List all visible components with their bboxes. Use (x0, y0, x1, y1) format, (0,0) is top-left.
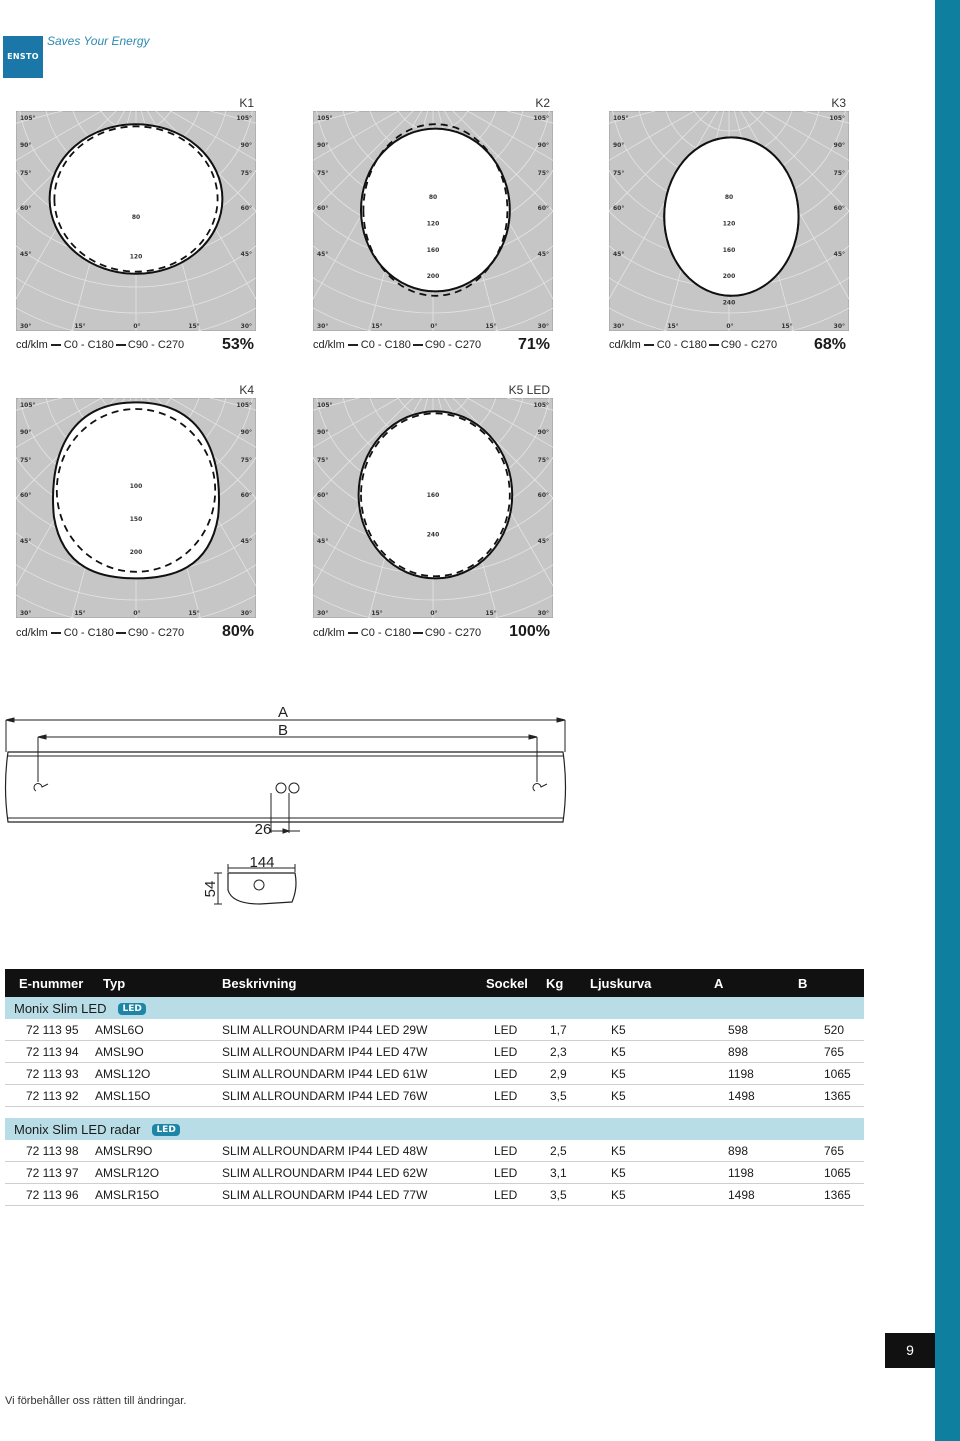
table-cell: 72 113 98 (5, 1140, 89, 1162)
polar-diagram (16, 111, 256, 331)
product-table (5, 969, 864, 1206)
angle-label: 90° (20, 429, 32, 436)
group-header-row (5, 1118, 864, 1140)
angle-label: 30° (613, 323, 625, 330)
angle-label: 105° (829, 115, 845, 122)
table-cell: 1365 (784, 1085, 864, 1107)
diagram-legend (313, 627, 481, 639)
dim-b-label: B (277, 722, 289, 739)
group-gap (5, 1107, 864, 1119)
legend-c90: C90 - C270 (424, 339, 482, 351)
intensity-tick: 120 (426, 220, 440, 228)
curve-c0-c180 (361, 129, 510, 292)
table-cell: LED (472, 1140, 532, 1162)
col-typ: Typ (89, 969, 205, 997)
angle-label: 75° (20, 457, 32, 464)
table-cell: LED (472, 1162, 532, 1184)
table-cell: K5 (576, 1085, 700, 1107)
legend-unit: cd/klm (16, 627, 48, 639)
angle-label: 45° (317, 251, 329, 258)
table-cell: SLIM ALLROUNDARM IP44 LED 47W (205, 1041, 472, 1063)
legend-unit: cd/klm (313, 339, 345, 351)
angle-label: 105° (20, 115, 36, 122)
angle-label: 15° (371, 610, 383, 617)
angle-label: 45° (317, 538, 329, 545)
angle-label: 60° (20, 492, 32, 499)
polar-diagram (609, 111, 849, 331)
dashed-line-icon (413, 632, 423, 634)
legend-c90: C90 - C270 (127, 339, 185, 351)
table-cell: AMSLR9O (89, 1140, 205, 1162)
group-title: Monix Slim LED radar (14, 1121, 141, 1137)
table-cell: K5 (576, 1019, 700, 1041)
legend-c0: C0 - C180 (656, 339, 707, 351)
angle-label: 0° (430, 610, 438, 617)
table-row (5, 1041, 864, 1063)
efficiency-value: 68% (813, 336, 846, 353)
angle-label: 45° (613, 251, 625, 258)
angle-label: 105° (613, 115, 629, 122)
table-cell: AMSL9O (89, 1041, 205, 1063)
intensity-tick: 160 (426, 492, 440, 499)
table-cell: SLIM ALLROUNDARM IP44 LED 61W (205, 1063, 472, 1085)
legend-c0: C0 - C180 (360, 627, 411, 639)
legend-c90: C90 - C270 (127, 627, 185, 639)
angle-label: 45° (240, 251, 252, 258)
efficiency-value: 53% (221, 336, 254, 353)
table-cell: 1065 (784, 1063, 864, 1085)
angle-label: 15° (188, 610, 200, 617)
angle-label: 45° (537, 251, 549, 258)
angle-label: 45° (240, 538, 252, 545)
intensity-tick: 240 (722, 299, 736, 307)
dashed-line-icon (709, 344, 719, 346)
intensity-tick: 240 (426, 531, 440, 539)
angle-label: 105° (20, 402, 36, 409)
legend-c0: C0 - C180 (63, 339, 114, 351)
table-cell: 3,5 (532, 1184, 576, 1206)
group-gap-cell (5, 1107, 864, 1119)
legend-c90: C90 - C270 (720, 339, 778, 351)
dashed-line-icon (116, 632, 126, 634)
angle-label: 60° (240, 492, 252, 499)
angle-label: 90° (240, 142, 252, 149)
angle-label: 60° (240, 205, 252, 212)
table-cell: 72 113 97 (5, 1162, 89, 1184)
group-title-cell (5, 1118, 864, 1140)
disclaimer: Vi förbehåller oss rätten till ändringar. (5, 1395, 187, 1407)
diagram-title: K4 (239, 383, 254, 397)
angle-label: 15° (74, 610, 86, 617)
angle-label: 30° (537, 323, 549, 330)
angle-label: 45° (20, 251, 32, 258)
angle-label: 90° (833, 142, 845, 149)
angle-label: 105° (236, 402, 252, 409)
table-cell: AMSL15O (89, 1085, 205, 1107)
table-row (5, 1184, 864, 1206)
angle-label: 0° (133, 610, 141, 617)
intensity-tick: 120 (722, 220, 736, 228)
angle-label: 90° (613, 142, 625, 149)
table-cell: K5 (576, 1041, 700, 1063)
col-sockel: Sockel (472, 969, 532, 997)
table-cell: 2,9 (532, 1063, 576, 1085)
dim-26-label: 26 (254, 821, 272, 838)
table-cell: 598 (700, 1019, 784, 1041)
diagram-legend (313, 339, 481, 351)
angle-label: 105° (533, 402, 549, 409)
intensity-tick: 200 (129, 549, 143, 557)
angle-label: 0° (430, 323, 438, 330)
angle-label: 75° (317, 170, 329, 177)
tagline: Saves Your Energy (47, 34, 150, 48)
angle-label: 0° (133, 323, 141, 330)
table-cell: 1498 (700, 1085, 784, 1107)
angle-label: 30° (317, 323, 329, 330)
angle-label: 60° (317, 205, 329, 212)
intensity-tick: 120 (129, 253, 143, 261)
angle-label: 15° (485, 323, 497, 330)
solid-line-icon (51, 344, 61, 346)
dim-144-label: 144 (249, 854, 275, 871)
dimension-drawing (0, 690, 600, 920)
angle-label: 75° (240, 457, 252, 464)
table-cell: K5 (576, 1063, 700, 1085)
table-cell: SLIM ALLROUNDARM IP44 LED 76W (205, 1085, 472, 1107)
intensity-tick: 200 (426, 273, 440, 281)
table-cell: 1065 (784, 1162, 864, 1184)
solid-line-icon (644, 344, 654, 346)
table-cell: 898 (700, 1140, 784, 1162)
table-cell: LED (472, 1041, 532, 1063)
table-cell: 72 113 96 (5, 1184, 89, 1206)
table-cell: K5 (576, 1162, 700, 1184)
intensity-tick: 80 (724, 194, 734, 201)
angle-label: 30° (240, 323, 252, 330)
table-cell: 765 (784, 1140, 864, 1162)
polar-diagram (16, 398, 256, 618)
legend-unit: cd/klm (16, 339, 48, 351)
angle-label: 60° (317, 492, 329, 499)
table-header-row (5, 969, 864, 997)
led-badge-icon: LED (118, 1003, 145, 1015)
angle-label: 75° (833, 170, 845, 177)
angle-label: 60° (537, 492, 549, 499)
angle-label: 30° (20, 323, 32, 330)
table-cell: SLIM ALLROUNDARM IP44 LED 29W (205, 1019, 472, 1041)
angle-label: 15° (485, 610, 497, 617)
angle-label: 90° (317, 429, 329, 436)
angle-label: 90° (20, 142, 32, 149)
table-cell: 1365 (784, 1184, 864, 1206)
dashed-line-icon (116, 344, 126, 346)
table-cell: 765 (784, 1041, 864, 1063)
table-cell: 1498 (700, 1184, 784, 1206)
col-b: B (784, 969, 864, 997)
table-cell: 1,7 (532, 1019, 576, 1041)
table-cell: 72 113 95 (5, 1019, 89, 1041)
table-cell: 2,3 (532, 1041, 576, 1063)
angle-label: 75° (537, 457, 549, 464)
angle-label: 105° (236, 115, 252, 122)
intensity-tick: 150 (129, 516, 143, 524)
angle-label: 15° (74, 323, 86, 330)
angle-label: 60° (613, 205, 625, 212)
legend-unit: cd/klm (609, 339, 641, 351)
angle-label: 105° (533, 115, 549, 122)
table-row (5, 1085, 864, 1107)
group-header-row (5, 997, 864, 1019)
table-cell: 3,5 (532, 1085, 576, 1107)
angle-label: 60° (20, 205, 32, 212)
col-e-nummer: E-nummer (5, 969, 89, 997)
intensity-tick: 80 (131, 213, 141, 221)
angle-label: 105° (317, 115, 333, 122)
col-ljuskurva: Ljuskurva (576, 969, 700, 997)
diagram-legend (16, 339, 184, 351)
angle-label: 30° (317, 610, 329, 617)
table-row (5, 1162, 864, 1184)
angle-label: 75° (613, 170, 625, 177)
led-badge-icon: LED (152, 1124, 179, 1136)
efficiency-value: 80% (221, 623, 254, 640)
logo-text: ENSTO (7, 52, 39, 61)
diagram-title: K5 LED (508, 383, 550, 397)
col-kg: Kg (532, 969, 576, 997)
table-cell: 72 113 92 (5, 1085, 89, 1107)
table-cell: AMSLR12O (89, 1162, 205, 1184)
table-cell: 3,1 (532, 1162, 576, 1184)
table-cell: 520 (784, 1019, 864, 1041)
angle-label: 15° (188, 323, 200, 330)
angle-label: 60° (833, 205, 845, 212)
angle-label: 15° (667, 323, 679, 330)
table-cell: LED (472, 1063, 532, 1085)
polar-diagram (313, 111, 553, 331)
intensity-tick: 160 (426, 246, 440, 254)
diagram-title: K1 (239, 96, 254, 110)
table-cell: 898 (700, 1041, 784, 1063)
solid-line-icon (348, 632, 358, 634)
angle-label: 105° (317, 402, 333, 409)
solid-line-icon (348, 344, 358, 346)
angle-label: 90° (240, 429, 252, 436)
table-cell: 1198 (700, 1162, 784, 1184)
legend-c90: C90 - C270 (424, 627, 482, 639)
curve-c0-c180 (50, 124, 223, 274)
group-title-cell (5, 997, 864, 1019)
col-beskrivning: Beskrivning (205, 969, 472, 997)
table-cell: 72 113 93 (5, 1063, 89, 1085)
legend-unit: cd/klm (313, 627, 345, 639)
table-cell: LED (472, 1019, 532, 1041)
table-cell: AMSL6O (89, 1019, 205, 1041)
table-cell: AMSL12O (89, 1063, 205, 1085)
table-row (5, 1063, 864, 1085)
angle-label: 90° (537, 142, 549, 149)
legend-c0: C0 - C180 (63, 627, 114, 639)
angle-label: 75° (240, 170, 252, 177)
angle-label: 75° (317, 457, 329, 464)
table-cell: 2,5 (532, 1140, 576, 1162)
angle-label: 45° (537, 538, 549, 545)
angle-label: 90° (537, 429, 549, 436)
angle-label: 75° (537, 170, 549, 177)
dashed-line-icon (413, 344, 423, 346)
table-cell: SLIM ALLROUNDARM IP44 LED 48W (205, 1140, 472, 1162)
angle-label: 45° (833, 251, 845, 258)
intensity-tick: 160 (722, 246, 736, 254)
diagram-title: K3 (831, 96, 846, 110)
intensity-tick: 80 (428, 194, 438, 201)
angle-label: 30° (240, 610, 252, 617)
table-cell: LED (472, 1184, 532, 1206)
diagram-legend (16, 627, 184, 639)
intensity-tick: 100 (129, 483, 143, 491)
table-row (5, 1019, 864, 1041)
intensity-tick: 200 (722, 273, 736, 281)
angle-label: 0° (726, 323, 734, 330)
table-cell: LED (472, 1085, 532, 1107)
angle-label: 75° (20, 170, 32, 177)
table-cell: SLIM ALLROUNDARM IP44 LED 62W (205, 1162, 472, 1184)
diagram-legend (609, 339, 777, 351)
side-accent-bar (935, 0, 960, 1441)
polar-diagram (313, 398, 553, 618)
page-number: 9 (885, 1333, 935, 1368)
angle-label: 15° (781, 323, 793, 330)
angle-label: 60° (537, 205, 549, 212)
legend-c0: C0 - C180 (360, 339, 411, 351)
table-cell: K5 (576, 1184, 700, 1206)
angle-label: 30° (537, 610, 549, 617)
angle-label: 30° (20, 610, 32, 617)
group-title: Monix Slim LED (14, 1000, 107, 1016)
table-cell: K5 (576, 1140, 700, 1162)
col-a: A (700, 969, 784, 997)
dim-54-label: 54 (202, 880, 219, 898)
angle-label: 90° (317, 142, 329, 149)
dim-a-label: A (277, 704, 289, 721)
angle-label: 45° (20, 538, 32, 545)
solid-line-icon (51, 632, 61, 634)
angle-label: 30° (833, 323, 845, 330)
table-row (5, 1140, 864, 1162)
angle-label: 15° (371, 323, 383, 330)
table-cell: SLIM ALLROUNDARM IP44 LED 77W (205, 1184, 472, 1206)
table-cell: 72 113 94 (5, 1041, 89, 1063)
efficiency-value: 100% (509, 623, 550, 640)
diagram-title: K2 (535, 96, 550, 110)
table-cell: 1198 (700, 1063, 784, 1085)
table-cell: AMSLR15O (89, 1184, 205, 1206)
efficiency-value: 71% (517, 336, 550, 353)
